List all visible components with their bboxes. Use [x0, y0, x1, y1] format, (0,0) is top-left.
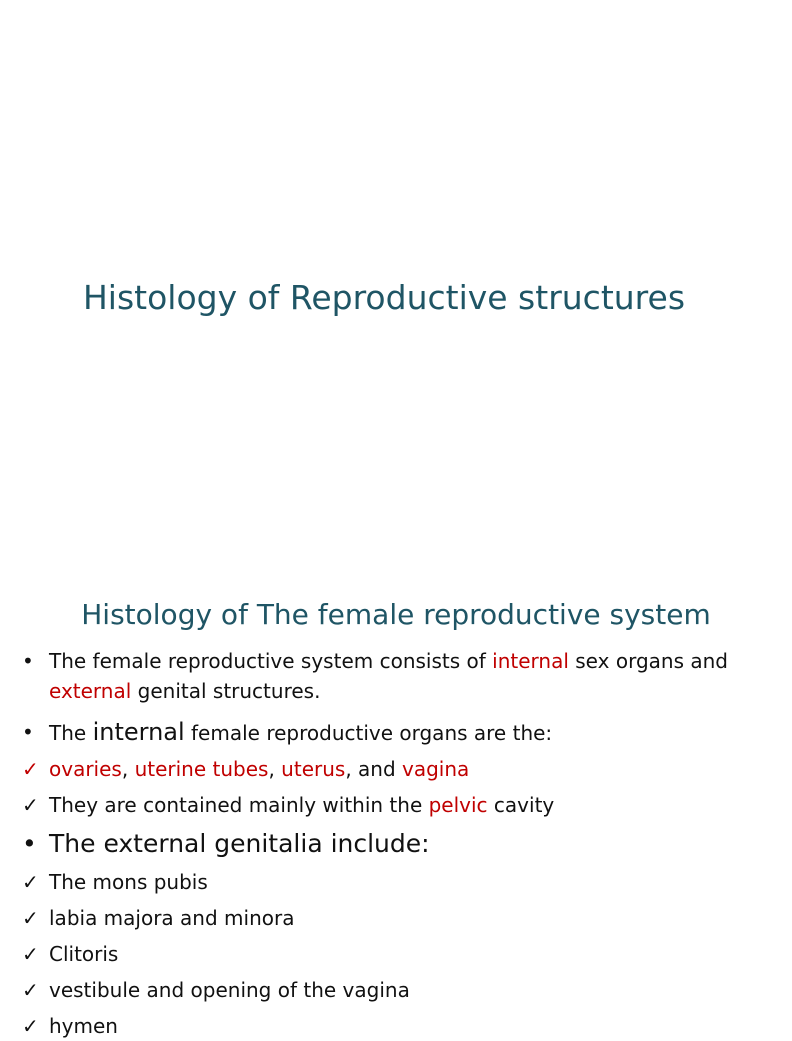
highlight-text: internal: [492, 649, 569, 673]
bullet-icon: •: [22, 829, 37, 858]
slide-title: Histology of Reproductive structures: [82, 278, 686, 317]
slide-heading: Histology of The female reproductive system: [81, 598, 711, 631]
check-icon: ✓: [22, 870, 39, 894]
check-icon: ✓: [22, 942, 39, 966]
check-icon: ✓: [22, 757, 39, 781]
highlight-text: external: [49, 679, 132, 703]
check-icon: ✓: [22, 793, 39, 817]
check-icon: ✓: [22, 1014, 39, 1038]
check-icon: ✓: [22, 906, 39, 930]
content-slide: Histology of The female reproductive system • The female reproductive system consists of internal sex organs and external genital structures. • The internal female reproductive organs are the: ✓ ovaries, uterine tubes, uterus, and vagina ✓ They are contained mainly within the pelvic cavity • The external genitalia include: ✓ The mons pubis ✓ labia majora and minora ✓ Clitoris ✓ vestibule and opening of the vagina ✓ hymen: [0, 576, 768, 1024]
check-icon: ✓: [22, 978, 39, 1002]
bullet-icon: •: [22, 649, 34, 673]
bullet-icon: •: [22, 720, 34, 744]
